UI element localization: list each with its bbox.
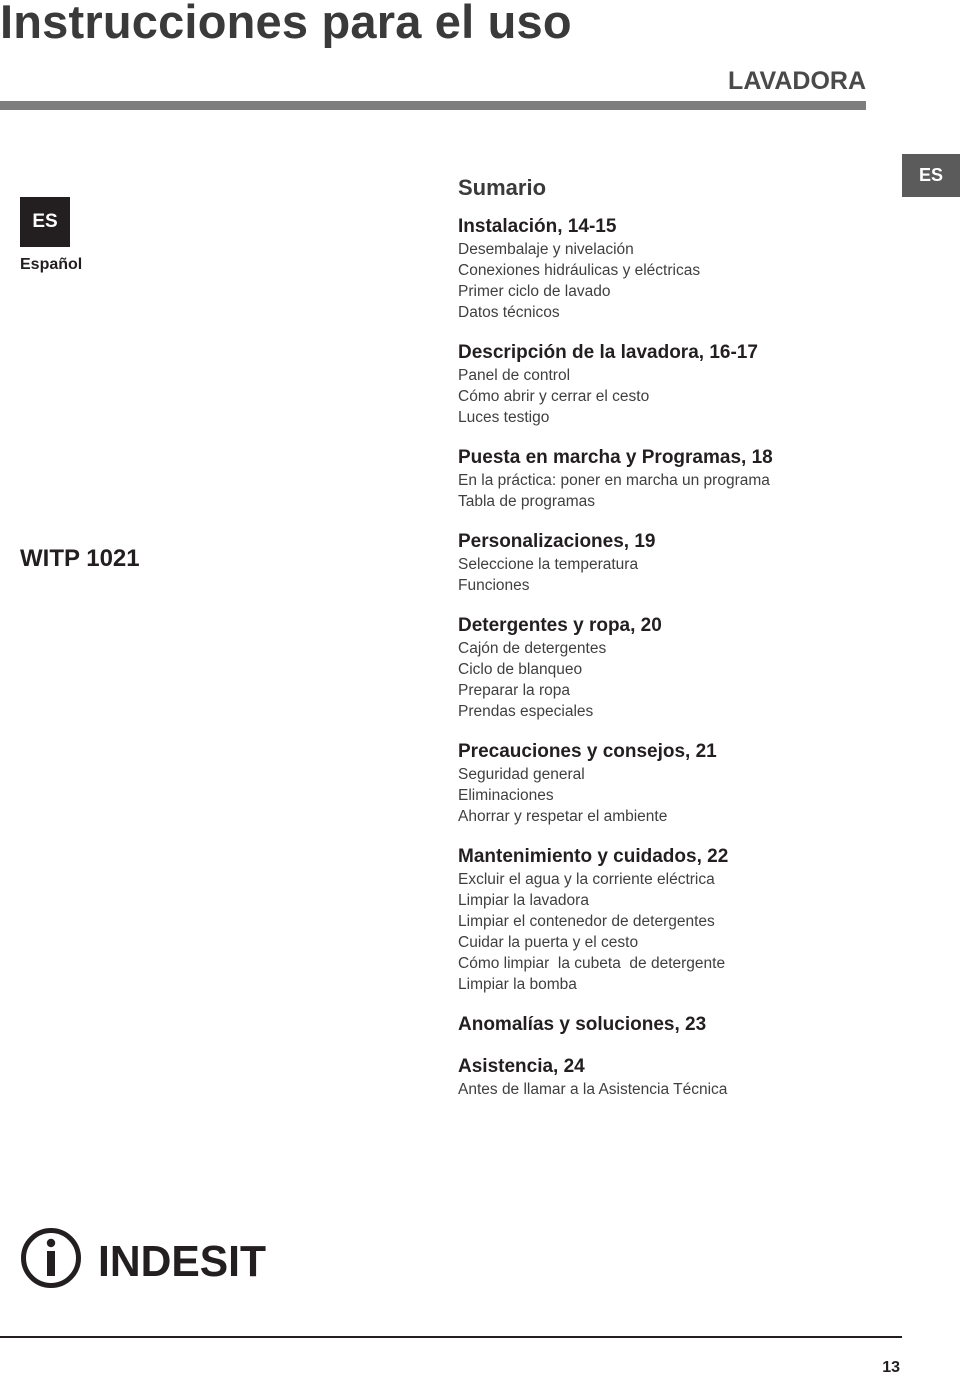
toc-section-description [458, 341, 898, 428]
section-item: Limpiar el contenedor de detergentes [458, 913, 715, 930]
toc-heading: Sumario [458, 175, 547, 200]
section-item: Panel de control [458, 367, 571, 384]
section-title: Anomalías y soluciones, 23 [458, 1014, 707, 1035]
section-item: Limpiar la lavadora [458, 892, 589, 909]
table-of-contents [458, 173, 898, 1118]
section-item: Ahorrar y respetar el ambiente [458, 808, 668, 825]
section-item: Cajón de detergentes [458, 640, 607, 657]
product-subtitle: LAVADORA [728, 67, 866, 95]
section-title: Descripción de la lavadora, 16-17 [458, 342, 758, 363]
toc-section-maintenance [458, 845, 898, 995]
section-title: Personalizaciones, 19 [458, 531, 656, 552]
section-title: Instalación, 14-15 [458, 216, 617, 237]
section-item: Antes de llamar a la Asistencia Técnica [458, 1081, 728, 1098]
section-item: Eliminaciones [458, 787, 554, 804]
language-tab: ES [902, 154, 960, 197]
section-item: Prendas especiales [458, 703, 594, 720]
title-divider [0, 101, 866, 110]
section-item: Funciones [458, 577, 530, 594]
indesit-logo [20, 1226, 270, 1290]
toc-section-installation [458, 215, 898, 323]
section-item: Preparar la ropa [458, 682, 571, 699]
toc-section-assistance [458, 1055, 898, 1100]
toc-section-troubleshooting [458, 1013, 898, 1037]
section-title: Precauciones y consejos, 21 [458, 741, 717, 762]
section-item: Excluir el agua y la corriente eléctrica [458, 871, 715, 888]
section-item: Conexiones hidráulicas y eléctricas [458, 262, 701, 279]
section-item: Ciclo de blanqueo [458, 661, 583, 678]
section-item: En la práctica: poner en marcha un programa [458, 472, 770, 489]
language-name: Español [20, 256, 83, 273]
section-item: Seguridad general [458, 766, 585, 783]
section-title: Puesta en marcha y Programas, 18 [458, 447, 773, 468]
model-number: WITP 1021 [20, 545, 140, 572]
page-number: 13 [882, 1359, 900, 1376]
section-item: Datos técnicos [458, 304, 560, 321]
section-item: Limpiar la bomba [458, 976, 577, 993]
section-item: Cómo abrir y cerrar el cesto [458, 388, 650, 405]
indesit-i-circle-icon [20, 1226, 270, 1290]
section-item: Desembalaje y nivelación [458, 241, 634, 258]
section-title: Asistencia, 24 [458, 1056, 585, 1077]
section-item: Tabla de programas [458, 493, 595, 510]
section-item: Seleccione la temperatura [458, 556, 639, 573]
toc-section-programs [458, 446, 898, 512]
section-item: Luces testigo [458, 409, 550, 426]
section-item: Primer ciclo de lavado [458, 283, 611, 300]
language-code-badge: ES [20, 197, 70, 247]
toc-section-detergents [458, 614, 898, 722]
toc-section-customization [458, 530, 898, 596]
section-item: Cuidar la puerta y el cesto [458, 934, 639, 951]
toc-section-precautions [458, 740, 898, 827]
section-item: Cómo limpiar la cubeta de detergente [458, 955, 726, 972]
section-title: Mantenimiento y cuidados, 22 [458, 846, 729, 867]
brand-name: INDESIT [98, 1237, 267, 1286]
section-title: Detergentes y ropa, 20 [458, 615, 662, 636]
footer-divider [0, 1336, 902, 1338]
document-title: Instrucciones para el uso [0, 0, 572, 48]
